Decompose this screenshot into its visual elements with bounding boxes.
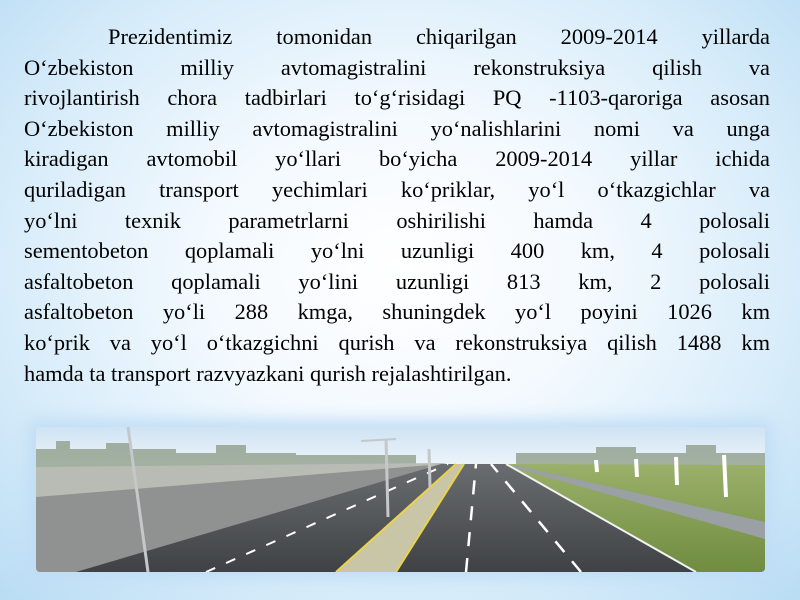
paragraph-line: kiradigan avtomobil yo‘llari bo‘yicha 2009-2014 yillar ichida xyxy=(24,146,770,172)
body-paragraph xyxy=(24,22,770,389)
highway-photo-icon xyxy=(36,427,765,572)
paragraph-line: hamda ta transport razvyazkani qurish rejalashtirilgan. xyxy=(24,360,512,386)
paragraph-line: quriladigan transport yechimlari ko‘priklar, yo‘l o‘tkazgichlar va xyxy=(24,176,770,202)
paragraph-line: sementobeton qoplamali yo‘lni uzunligi 400 km, 4 polosali xyxy=(24,238,770,264)
paragraph-line: asfaltobeton yo‘li 288 kmga, shuningdek yo‘l poyini 1026 km xyxy=(24,299,770,325)
paragraph-line: asfaltobeton qoplamali yo‘lini uzunligi 813 km, 2 polosali xyxy=(24,268,770,294)
paragraph-line: yo‘lni texnik parametrlarni oshirilishi hamda 4 polosali xyxy=(24,207,770,233)
paragraph-line: O‘zbekiston milliy avtomagistralini rekonstruksiya qilish va xyxy=(24,54,770,80)
paragraph-line: ko‘prik va yo‘l o‘tkazgichni qurish va rekonstruksiya qilish 1488 km xyxy=(24,329,770,355)
paragraph-line: Prezidentimiz tomonidan chiqarilgan 2009-2014 yillarda xyxy=(108,24,770,49)
highway-photo xyxy=(36,427,765,572)
paragraph-line: rivojlantirish chora tadbirlari to‘g‘risidagi PQ -1103-qaroriga asosan xyxy=(24,85,770,111)
paragraph-line: O‘zbekiston milliy avtomagistralini yo‘nalishlarini nomi va unga xyxy=(24,115,770,141)
